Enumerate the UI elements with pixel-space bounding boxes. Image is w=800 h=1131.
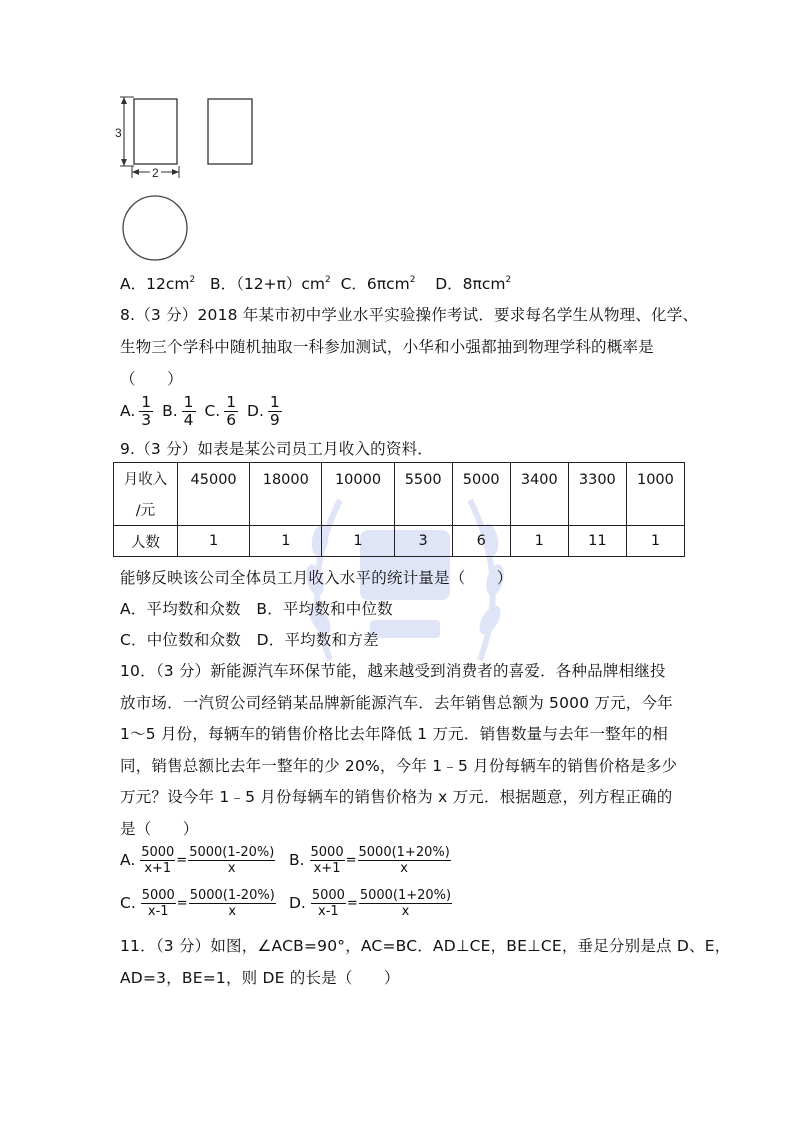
header-income-label: 月收入 xyxy=(114,463,178,495)
height-label: 3 xyxy=(115,126,122,140)
q10-option-a: A. $\frac{5000}{x+1}$ = $\frac{5000(1-20\%)}{x}$ xyxy=(120,845,275,876)
q10-option-c: C. $\frac{5000}{x-1}$ = $\frac{5000(1-20\%)}{x}$ xyxy=(120,888,275,919)
income-cell: 18000 xyxy=(250,463,322,526)
q8-line-2: 生物三个学科中随机抽取一科参加测试，小华和小强都抽到物理学科的概率是 xyxy=(120,338,654,356)
header-unit-label: /元 xyxy=(114,494,178,526)
q10-line-6: 是（ ） xyxy=(120,820,199,838)
q11-line-1: 11．（3 分）如图，∠ACB=90°，AC=BC．AD⊥CE，BE⊥CE，垂足分别是点 D、E， xyxy=(120,937,731,955)
income-cell: 3400 xyxy=(510,463,568,526)
q8-option-c: C. $\frac{1}{6}$ xyxy=(204,393,237,429)
q8-option-a: A. $\frac{1}{3}$ xyxy=(120,393,152,429)
q10-line-2: 放市场．一汽贸公司经销某品牌新能源汽车．去年销售总额为 5000 万元，今年 xyxy=(120,694,673,712)
income-cell: 3300 xyxy=(568,463,626,526)
q7-option-a: A．$12cm^2$ xyxy=(120,275,196,293)
q8-option-d: D. $\frac{1}{9}$ xyxy=(247,393,280,429)
q8-option-b: B. $\frac{1}{4}$ xyxy=(162,393,194,429)
count-cell: 1 xyxy=(510,526,568,557)
q10-option-b: B. $\frac{5000}{x+1}$ = $\frac{5000(1+20\%)}{x}$ xyxy=(289,845,450,876)
side-view-rectangle xyxy=(208,99,252,164)
income-cell: 10000 xyxy=(322,463,394,526)
count-cell: 3 xyxy=(394,526,452,557)
q7-options xyxy=(120,272,511,294)
q11-line-2: AD=3，BE=1，则 DE 的长是（ ） xyxy=(120,969,400,987)
income-table xyxy=(113,462,685,557)
q9-line-1: 9.（3 分）如表是某公司员工月收入的资料． xyxy=(120,440,433,458)
q7-option-b: B．$(12+\pi)cm^2$ xyxy=(209,275,331,293)
count-cell: 1 xyxy=(178,526,250,557)
income-cell: 5500 xyxy=(394,463,452,526)
count-label: 人数 xyxy=(114,526,178,557)
income-cell: 5000 xyxy=(452,463,510,526)
q10-line-5: 万元？设今年 1﹣5 月份每辆车的销售价格为 x 万元．根据题意，列方程正确的 xyxy=(120,788,673,806)
q7-option-c: C．6πcm$^2$ xyxy=(340,275,416,293)
count-cell: 1 xyxy=(626,526,684,557)
q8-line-1: 8.（3 分）2018 年某市初中学业水平实验操作考试．要求每名学生从物理、化学、 xyxy=(120,306,699,324)
count-cell: 1 xyxy=(322,526,394,557)
q9-options-line-1: A．平均数和众数 B．平均数和中位数 xyxy=(120,600,393,618)
count-cell: 1 xyxy=(250,526,322,557)
q8-line-3: （ ） xyxy=(120,370,183,388)
count-cell: 11 xyxy=(568,526,626,557)
q10-line-4: 同，销售总额比去年一整年的少 20%，今年 1﹣5 月份每辆车的销售价格是多少 xyxy=(120,757,678,775)
q7-option-d: D．8πcm$^2$ xyxy=(435,275,512,293)
width-label: 2 xyxy=(152,166,159,180)
count-cell: 6 xyxy=(452,526,510,557)
q9-question: 能够反映该公司全体员工月收入水平的统计量是（ ） xyxy=(120,569,513,587)
income-cell: 1000 xyxy=(626,463,684,526)
q8-options xyxy=(120,394,286,429)
q10-line-3: 1～5 月份，每辆车的销售价格比去年降低 1 万元．销售数量与去年一整年的相 xyxy=(120,725,668,743)
three-view-figure xyxy=(112,92,262,267)
q10-line-1: 10．（3 分）新能源汽车环保节能，越来越受到消费者的喜爱．各种品牌相继投 xyxy=(120,662,666,680)
front-view-rectangle xyxy=(134,99,177,164)
top-view-circle xyxy=(123,196,187,260)
q9-options-line-2: C．中位数和众数 D．平均数和方差 xyxy=(120,631,379,649)
income-cell: 45000 xyxy=(178,463,250,526)
q10-option-d: D. $\frac{5000}{x-1}$ = $\frac{5000(1+20\%)}{x}$ xyxy=(289,888,452,919)
